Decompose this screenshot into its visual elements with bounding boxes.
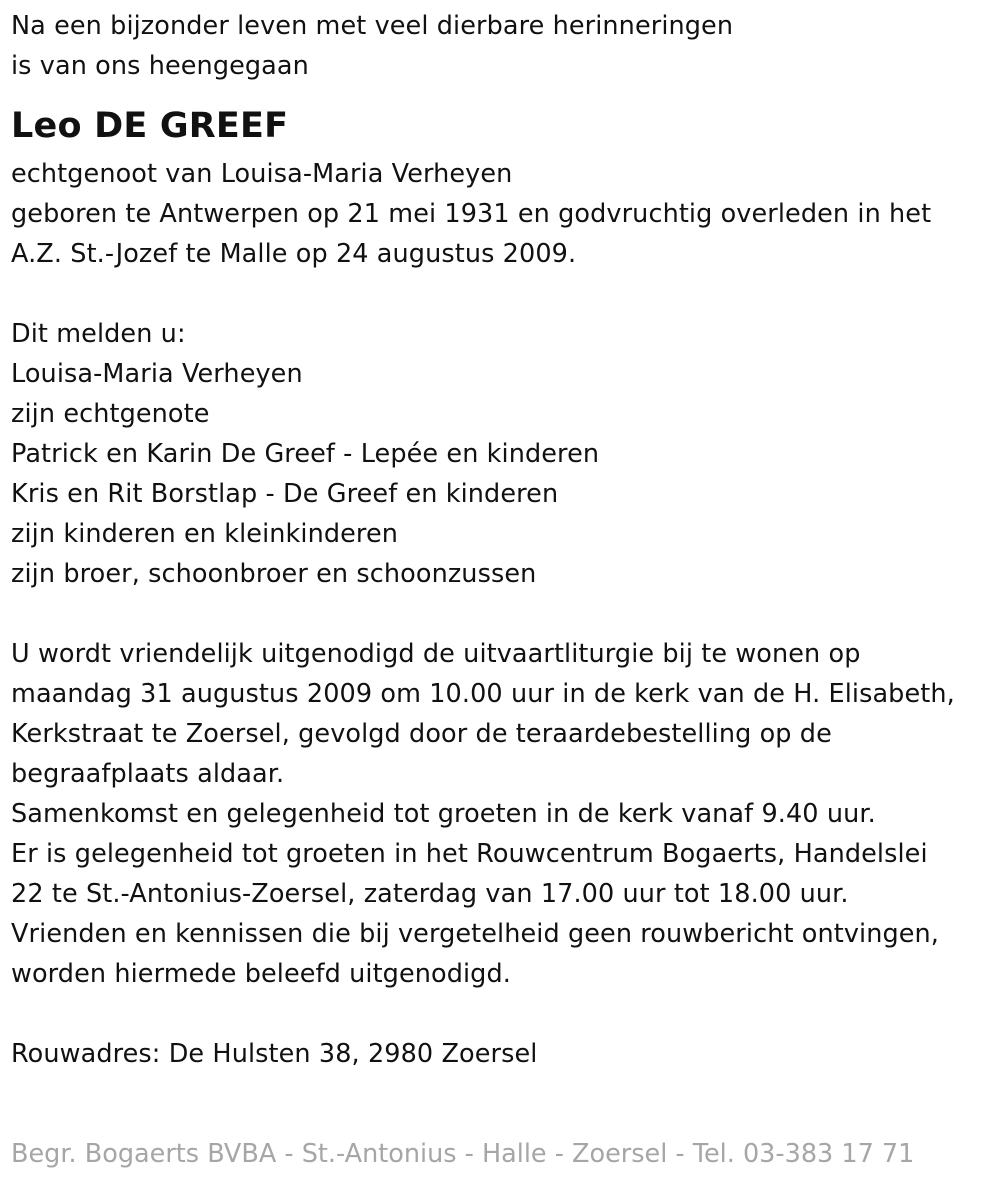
family-line: Kris en Rit Borstlap - De Greef en kinderen: [11, 479, 559, 509]
deceased-detail: geboren te Antwerpen op 21 mei 1931 en godvruchtig overleden in het: [11, 199, 932, 229]
ceremony-line: Vrienden en kennissen die bij vergetelheid geen rouwbericht ontvingen,: [11, 919, 940, 949]
spacer: [11, 274, 986, 314]
spacer: [11, 994, 986, 1034]
deceased-name: Leo DE GREEF: [11, 106, 289, 146]
family-line: Patrick en Karin De Greef - Lepée en kinderen: [11, 439, 600, 469]
family-line: zijn echtgenote: [11, 399, 210, 429]
ceremony-line: Er is gelegenheid tot groeten in het Rouwcentrum Bogaerts, Handelslei: [11, 839, 928, 869]
announcement-heading: Dit melden u:: [11, 319, 186, 349]
deceased-detail: echtgenoot van Louisa-Maria Verheyen: [11, 159, 513, 189]
ceremony-line: U wordt vriendelijk uitgenodigd de uitvaartliturgie bij te wonen op: [11, 639, 861, 669]
intro-line: Na een bijzonder leven met veel dierbare herinneringen: [11, 11, 734, 41]
ceremony-line: begraafplaats aldaar.: [11, 759, 285, 789]
spacer: [11, 594, 986, 634]
intro-line: is van ons heengegaan: [11, 51, 309, 81]
ceremony-line: Kerkstraat te Zoersel, gevolgd door de teraardebestelling op de: [11, 719, 832, 749]
family-line: zijn broer, schoonbroer en schoonzussen: [11, 559, 537, 589]
family-line: zijn kinderen en kleinkinderen: [11, 519, 398, 549]
ceremony-line: Samenkomst en gelegenheid tot groeten in de kerk vanaf 9.40 uur.: [11, 799, 876, 829]
family-line: Louisa-Maria Verheyen: [11, 359, 303, 389]
deceased-detail: A.Z. St.-Jozef te Malle op 24 augustus 2009.: [11, 239, 577, 269]
ceremony-line: 22 te St.-Antonius-Zoersel, zaterdag van 17.00 uur tot 18.00 uur.: [11, 879, 849, 909]
funeral-home-footer: Begr. Bogaerts BVBA - St.-Antonius - Halle - Zoersel - Tel. 03-383 17 71: [11, 1139, 915, 1169]
mourning-address: Rouwadres: De Hulsten 38, 2980 Zoersel: [11, 1039, 538, 1069]
death-notice: [11, 6, 986, 1074]
ceremony-line: worden hiermede beleefd uitgenodigd.: [11, 959, 511, 989]
ceremony-line: maandag 31 augustus 2009 om 10.00 uur in de kerk van de H. Elisabeth,: [11, 679, 955, 709]
